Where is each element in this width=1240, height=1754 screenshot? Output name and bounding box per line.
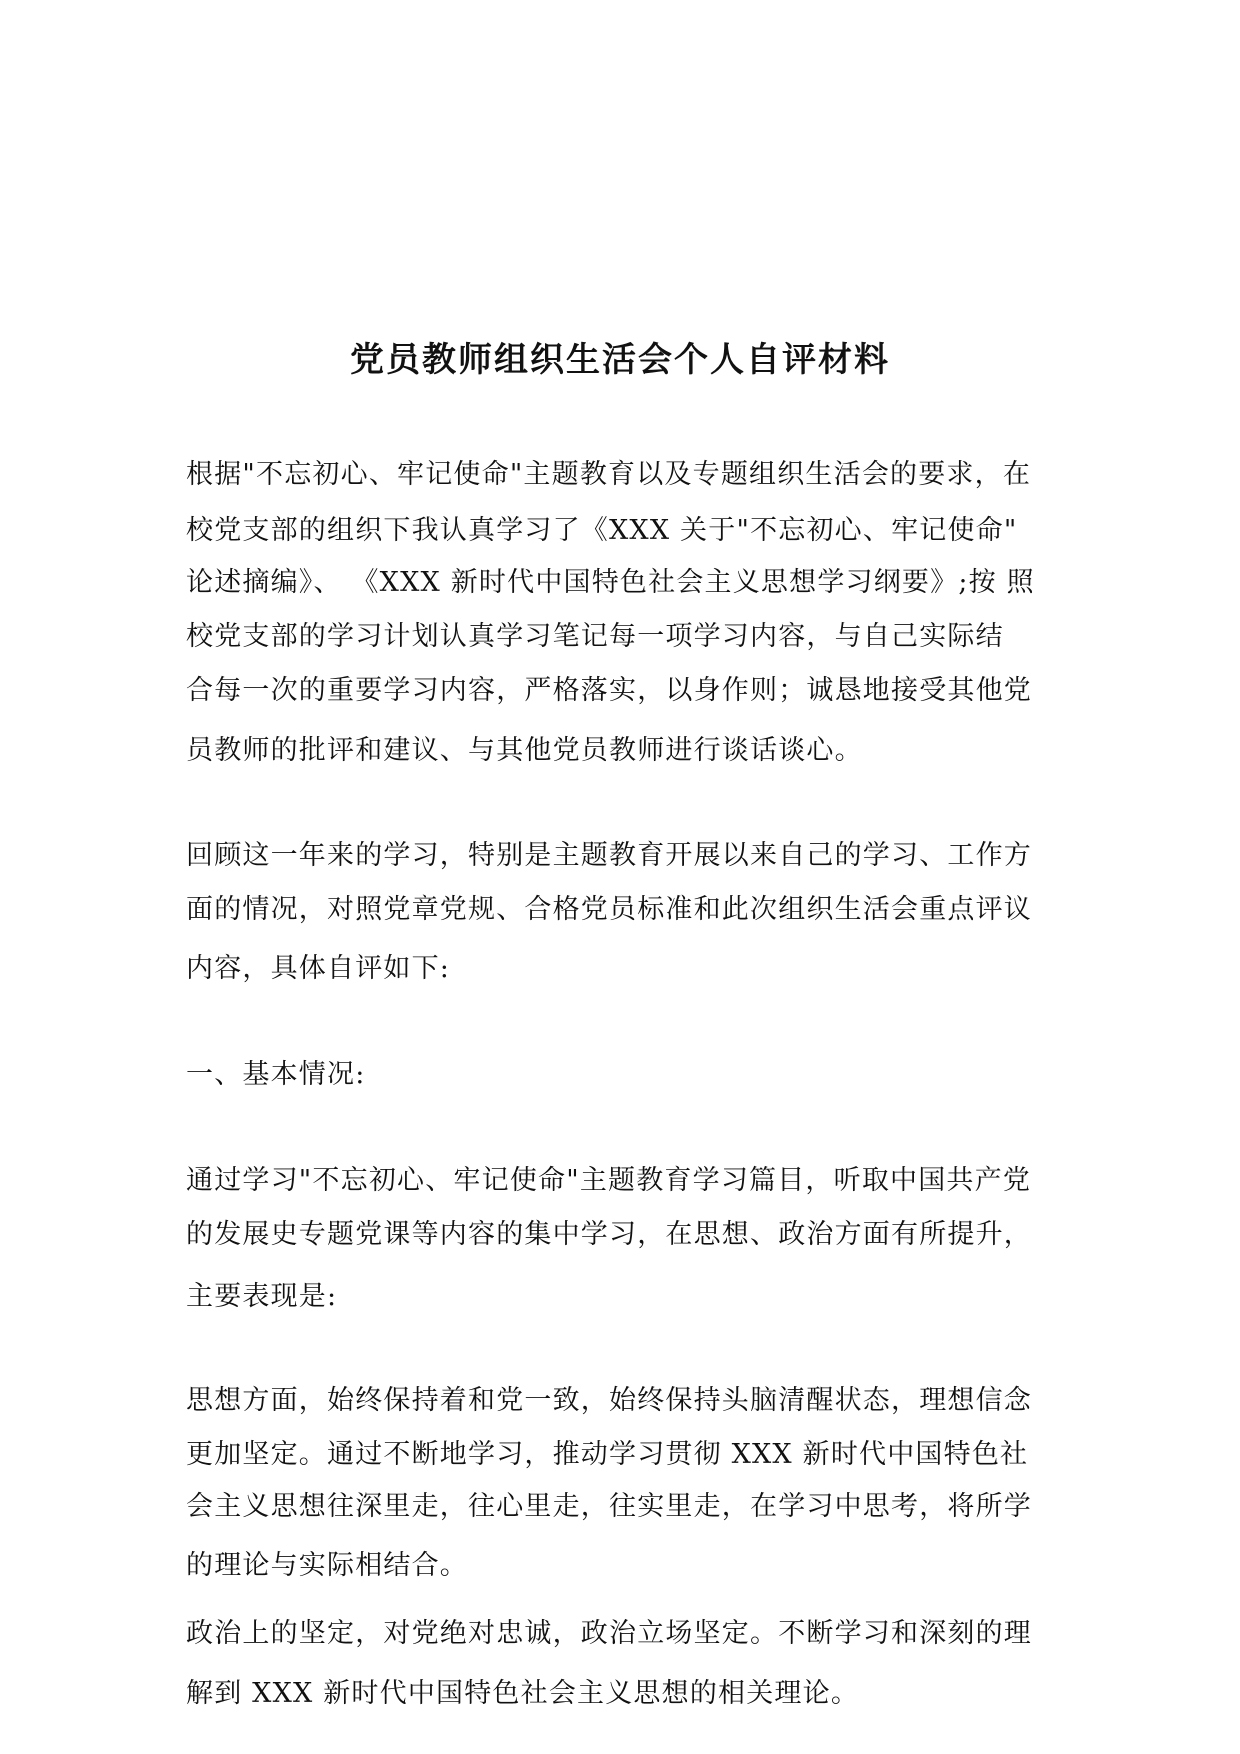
paragraph-line: 的发展史专题党课等内容的集中学习，在思想、政治方面有所提升， xyxy=(186,1219,1032,1250)
paragraph-line: 更加坚定。通过不断地学习，推动学习贯彻 XXX 新时代中国特色社 xyxy=(186,1439,1029,1470)
paragraph-line: 主要表现是: xyxy=(186,1281,338,1312)
paragraph-line: 校党支部的学习计划认真学习笔记每一项学习内容，与自己实际结 xyxy=(186,621,1004,652)
paragraph-line: 内容，具体自评如下: xyxy=(186,953,451,984)
paragraph-line: 会主义思想往深里走，往心里走，往实里走，在学习中思考，将所学 xyxy=(186,1491,1032,1522)
paragraph-line: 校党支部的组织下我认真学习了《XXX 关于"不忘初心、牢记使命" xyxy=(186,515,1018,546)
paragraph-line: 解到 XXX 新时代中国特色社会主义思想的相关理论。 xyxy=(186,1678,860,1709)
paragraph-line: 员教师的批评和建议、与其他党员教师进行谈话谈心。 xyxy=(186,735,863,766)
paragraph-line: 合每一次的重要学习内容，严格落实，以身作则；诚恳地接受其他党 xyxy=(186,675,1032,706)
paragraph-line: 的理论与实际相结合。 xyxy=(186,1550,468,1581)
paragraph-line: 思想方面，始终保持着和党一致，始终保持头脑清醒状态，理想信念 xyxy=(186,1385,1032,1416)
document-title: 党员教师组织生活会个人自评材料 xyxy=(350,340,890,380)
paragraph-line: 论述摘编》、 《XXX 新时代中国特色社会主义思想学习纲要》;按 照 xyxy=(186,567,1035,598)
paragraph-line: 根据"不忘初心、牢记使命"主题教育以及专题组织生活会的要求，在 xyxy=(186,459,1032,490)
paragraph-line: 面的情况，对照党章党规、合格党员标准和此次组织生活会重点评议 xyxy=(186,894,1032,925)
paragraph-line: 政治上的坚定，对党绝对忠诚，政治立场坚定。不断学习和深刻的理 xyxy=(186,1618,1032,1649)
paragraph-line: 回顾这一年来的学习，特别是主题教育开展以来自己的学习、工作方 xyxy=(186,840,1032,871)
section-heading: 一、基本情况: xyxy=(186,1059,366,1090)
paragraph-line: 通过学习"不忘初心、牢记使命"主题教育学习篇目，听取中国共产党 xyxy=(186,1165,1032,1196)
